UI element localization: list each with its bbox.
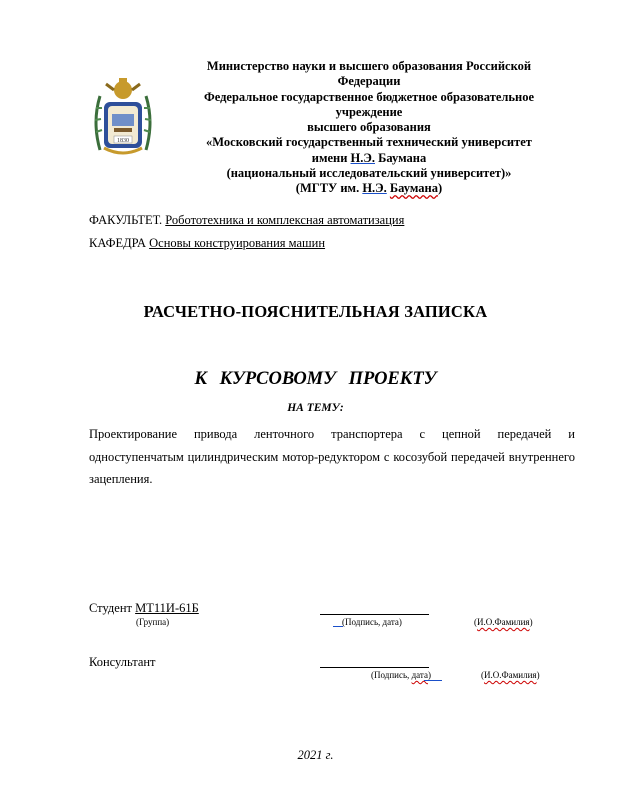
student-name-caption-value: И.О.Фамилия <box>477 617 530 627</box>
header-line-5: высшего образования <box>307 120 431 135</box>
header-line-2: Федерации <box>337 74 401 89</box>
document-title: РАСЧЕТНО-ПОЯСНИТЕЛЬНАЯ ЗАПИСКА <box>143 302 488 321</box>
consultant-signature-line <box>320 667 429 668</box>
consultant-signature-caption-post: ) <box>427 670 431 680</box>
student-name-caption <box>474 617 533 627</box>
university-emblem <box>90 72 156 160</box>
consultant-label: Консультант <box>89 655 156 669</box>
header-line-9-post: ) <box>438 181 443 196</box>
consultant-signature-caption-date: дата <box>411 670 428 680</box>
caption-mark-2 <box>424 680 442 681</box>
header-line-7-pre: имени <box>311 150 351 165</box>
project-topic: Проектирование привода ленточного транспортера с цепной передачей и одноступенчатым цилиндрическим мотор-редуктором с косозубой передачей внутреннего зацепления. <box>89 427 575 486</box>
consultant-signature-caption <box>371 670 431 680</box>
document-year: 2021 г. <box>297 748 334 762</box>
header-line-1: Министерство науки и высшего образования Российской <box>206 59 532 73</box>
student-signature-caption: (Подпись, дата) <box>342 617 402 627</box>
consultant-name-caption-value: И.О.Фамилия <box>484 670 537 680</box>
emblem-year: 1830 <box>117 138 129 144</box>
faculty-label: ФАКУЛЬТЕТ. <box>89 213 166 227</box>
header-line-8: (национальный исследовательский университет)» <box>226 166 512 181</box>
department-label: КАФЕДРА <box>89 236 150 250</box>
student-group: МТ11И-61Б <box>135 601 199 615</box>
group-caption: (Группа) <box>136 617 170 627</box>
header-line-7-post: Баумана <box>375 150 427 165</box>
student-signature-line <box>320 614 429 615</box>
header-initials: Н.Э. <box>350 150 375 165</box>
department-line <box>89 236 325 251</box>
header-line-7 <box>190 151 548 166</box>
consultant-name-caption-post: ) <box>536 670 540 680</box>
student-name-caption-post: ) <box>529 617 533 627</box>
header-line-3: Федеральное государственное бюджетное образовательное <box>203 89 535 104</box>
student-label: Студент <box>89 601 136 615</box>
student-line <box>89 601 199 616</box>
header-line-9 <box>190 181 548 196</box>
student-name-caption-pre: ( <box>474 617 477 627</box>
consultant-name-caption <box>481 670 540 680</box>
faculty-line <box>89 213 404 228</box>
header-line-4: учреждение <box>335 104 403 119</box>
consultant-name-caption-pre: ( <box>481 670 484 680</box>
header-line-9-pre: (МГТУ им. <box>295 181 363 196</box>
header-initials-2: Н.Э. <box>362 181 387 196</box>
faculty-value: Робототехника и комплексная автоматизация <box>165 213 405 227</box>
header-name-bauman: Баумана <box>389 181 439 196</box>
consultant-signature-caption-pre: (Подпись, <box>371 670 412 680</box>
institution-header <box>190 59 548 197</box>
theme-label: НА ТЕМУ: <box>287 402 344 414</box>
department-value: Основы конструирования машин <box>149 236 326 250</box>
document-subtitle: К КУРСОВОМУ ПРОЕКТУ <box>194 369 437 389</box>
header-line-6: «Московский государственный технический университет <box>206 135 532 150</box>
